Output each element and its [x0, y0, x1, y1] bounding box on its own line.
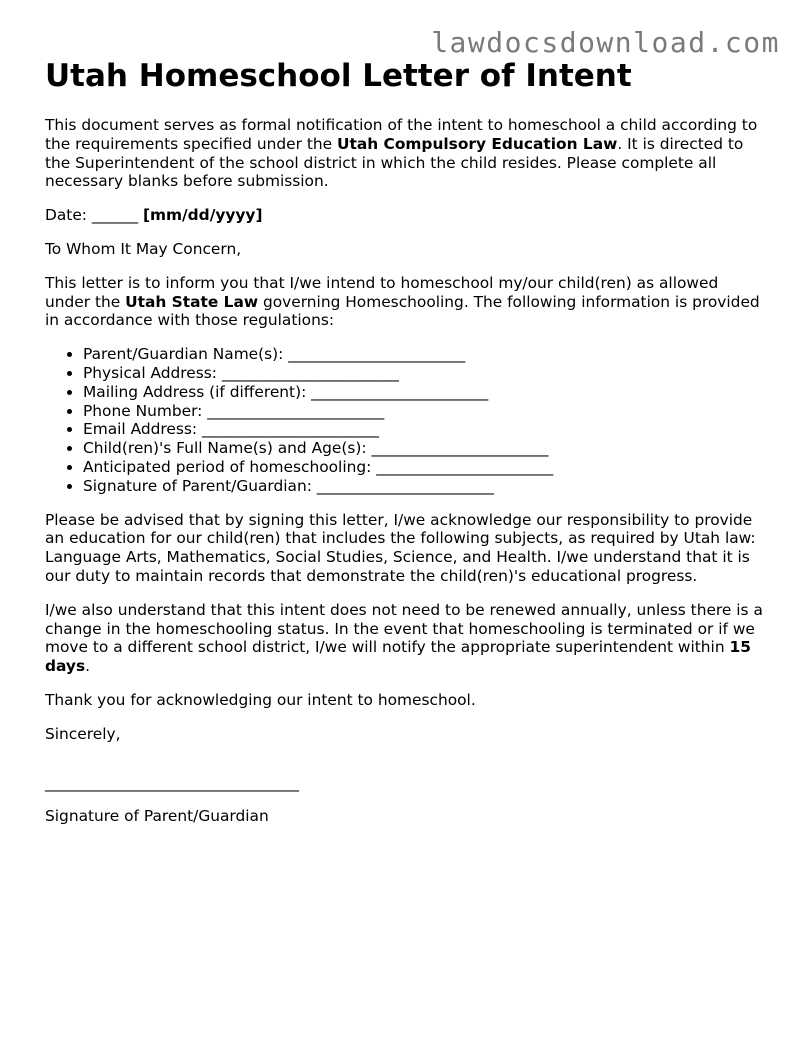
field-signature: • Signature of Parent/Guardian: _______________________: [83, 477, 767, 496]
renewal-bold-days: 15 days: [45, 638, 751, 676]
field-parent-name: • Parent/Guardian Name(s): _______________________: [83, 345, 767, 364]
signature-line: _________________________________: [45, 773, 299, 792]
field-homeschool-period: • Anticipated period of homeschooling: _______________________: [83, 458, 767, 477]
intro-bold-law: Utah Compulsory Education Law: [336, 134, 618, 153]
advised-paragraph: Please be advised that by signing this letter, I/we acknowledge our responsibility to provide an education for our child(ren) that includes the following subjects, as required by Utah law: Language Arts, Mathematics, Social Studies, Science, and Health. I/we understand that it is our duty to maintain records that demonstrate the child(ren)'s educational progress.: [45, 510, 756, 585]
closing: Sincerely,: [45, 724, 121, 743]
signature-label: Signature of Parent/Guardian: [45, 807, 269, 826]
date-line: [45, 206, 767, 225]
field-list: [45, 345, 767, 495]
renewal-text-2: .: [85, 657, 91, 676]
date-format: [mm/dd/yyyy]: [142, 206, 263, 225]
field-physical-address: • Physical Address: _______________________: [83, 364, 767, 383]
field-children-names: • Child(ren)'s Full Name(s) and Age(s): _______________________: [83, 439, 767, 458]
field-mailing-address: • Mailing Address (if different): _______________________: [83, 383, 767, 402]
date-label: Date: ______: [45, 206, 143, 225]
intro-text-1: This document serves as formal notification of the intent to homeschool a child according to the requirements specified under the: [45, 116, 758, 153]
thanks-paragraph: Thank you for acknowledging our intent to homeschool.: [45, 690, 476, 709]
field-email-address: • Email Address: _______________________: [83, 420, 767, 439]
renewal-paragraph: [45, 601, 767, 676]
intro-text-2: . It is directed to the Superintendent of the school district in which the child resides. Please complete all necessary blanks before submission.: [45, 134, 744, 191]
inform-bold-law: Utah State Law: [125, 292, 259, 311]
page-title: Utah Homeschool Letter of Intent: [45, 58, 632, 94]
document-page: [45, 56, 767, 841]
inform-text-2: governing Homeschooling. The following information is provided in accordance with those regulations:: [45, 292, 760, 330]
salutation: To Whom It May Concern,: [45, 239, 242, 258]
renewal-text-1: I/we also understand that this intent does not need to be renewed annually, unless there is a change in the homeschooling status. In the event that homeschooling is terminated or if we move to a different school district, I/we will notify the appropriate superintendent within: [45, 600, 763, 657]
inform-text-1: This letter is to inform you that I/we intend to homeschool my/our child(ren) as allowed under the: [45, 273, 719, 311]
field-phone-number: • Phone Number: _______________________: [83, 402, 767, 421]
intro-paragraph: [45, 116, 767, 191]
inform-paragraph: [45, 274, 767, 330]
watermark: lawdocsdownload.com: [431, 26, 780, 59]
